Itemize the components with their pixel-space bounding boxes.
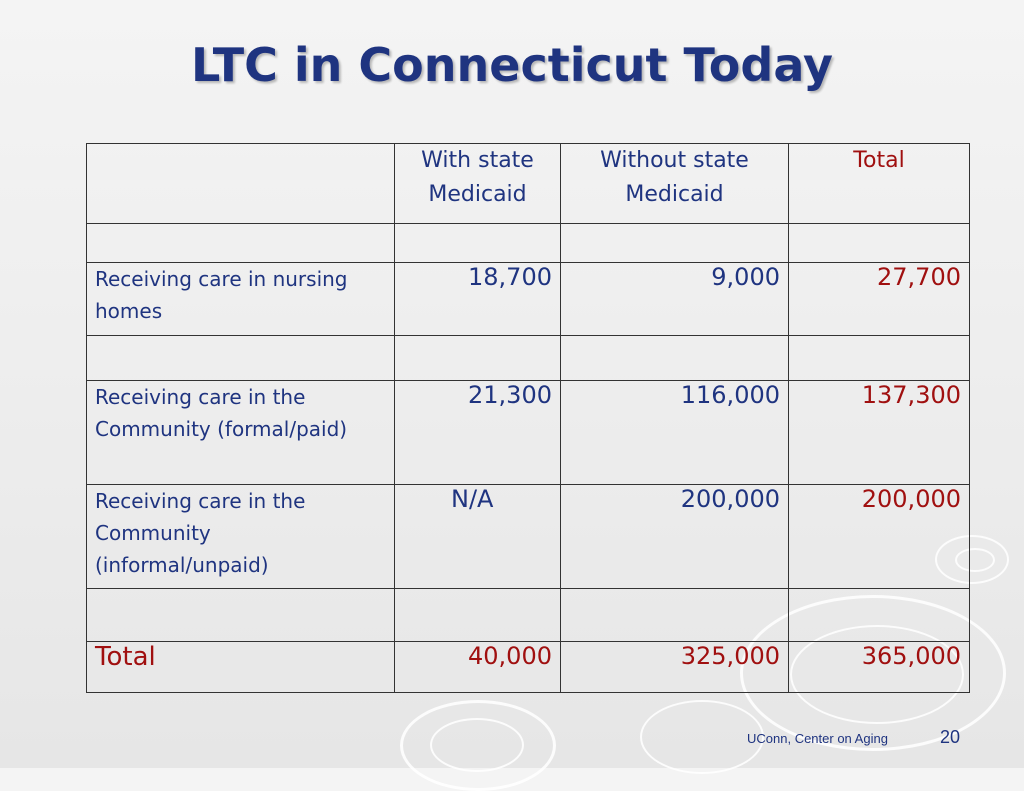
table-row <box>87 485 970 589</box>
cell-without-medicaid: 9,000 <box>561 263 789 336</box>
spacer-row <box>87 336 970 381</box>
cell-with-medicaid: N/A <box>395 485 561 589</box>
header-empty <box>87 144 395 224</box>
slide-title: LTC in Connecticut Today <box>191 38 833 92</box>
header-total: Total <box>789 144 970 224</box>
header-row <box>87 144 970 224</box>
cell-total: 27,700 <box>789 263 970 336</box>
total-with-medicaid: 40,000 <box>395 642 561 693</box>
row-label: Receiving care in the Community (formal/paid) <box>87 381 395 485</box>
total-total: 365,000 <box>789 642 970 693</box>
total-label: Total <box>87 642 395 693</box>
total-without-medicaid: 325,000 <box>561 642 789 693</box>
row-label: Receiving care in the Community (informal/unpaid) <box>87 485 395 589</box>
table-row <box>87 263 970 336</box>
total-row <box>87 642 970 693</box>
spacer-row <box>87 589 970 642</box>
header-without-medicaid: Without state Medicaid <box>561 144 789 224</box>
cell-total: 200,000 <box>789 485 970 589</box>
footer-source: UConn, Center on Aging <box>747 731 888 746</box>
page-number: 20 <box>940 727 961 747</box>
cell-total: 137,300 <box>789 381 970 485</box>
table-row <box>87 381 970 485</box>
decorative-swirl <box>640 700 764 774</box>
ltc-table <box>86 143 970 693</box>
cell-without-medicaid: 116,000 <box>561 381 789 485</box>
row-label: Receiving care in nursing homes <box>87 263 395 336</box>
spacer-row <box>87 224 970 263</box>
cell-without-medicaid: 200,000 <box>561 485 789 589</box>
header-with-medicaid: With state Medicaid <box>395 144 561 224</box>
cell-with-medicaid: 21,300 <box>395 381 561 485</box>
cell-with-medicaid: 18,700 <box>395 263 561 336</box>
decorative-swirl <box>430 718 524 772</box>
